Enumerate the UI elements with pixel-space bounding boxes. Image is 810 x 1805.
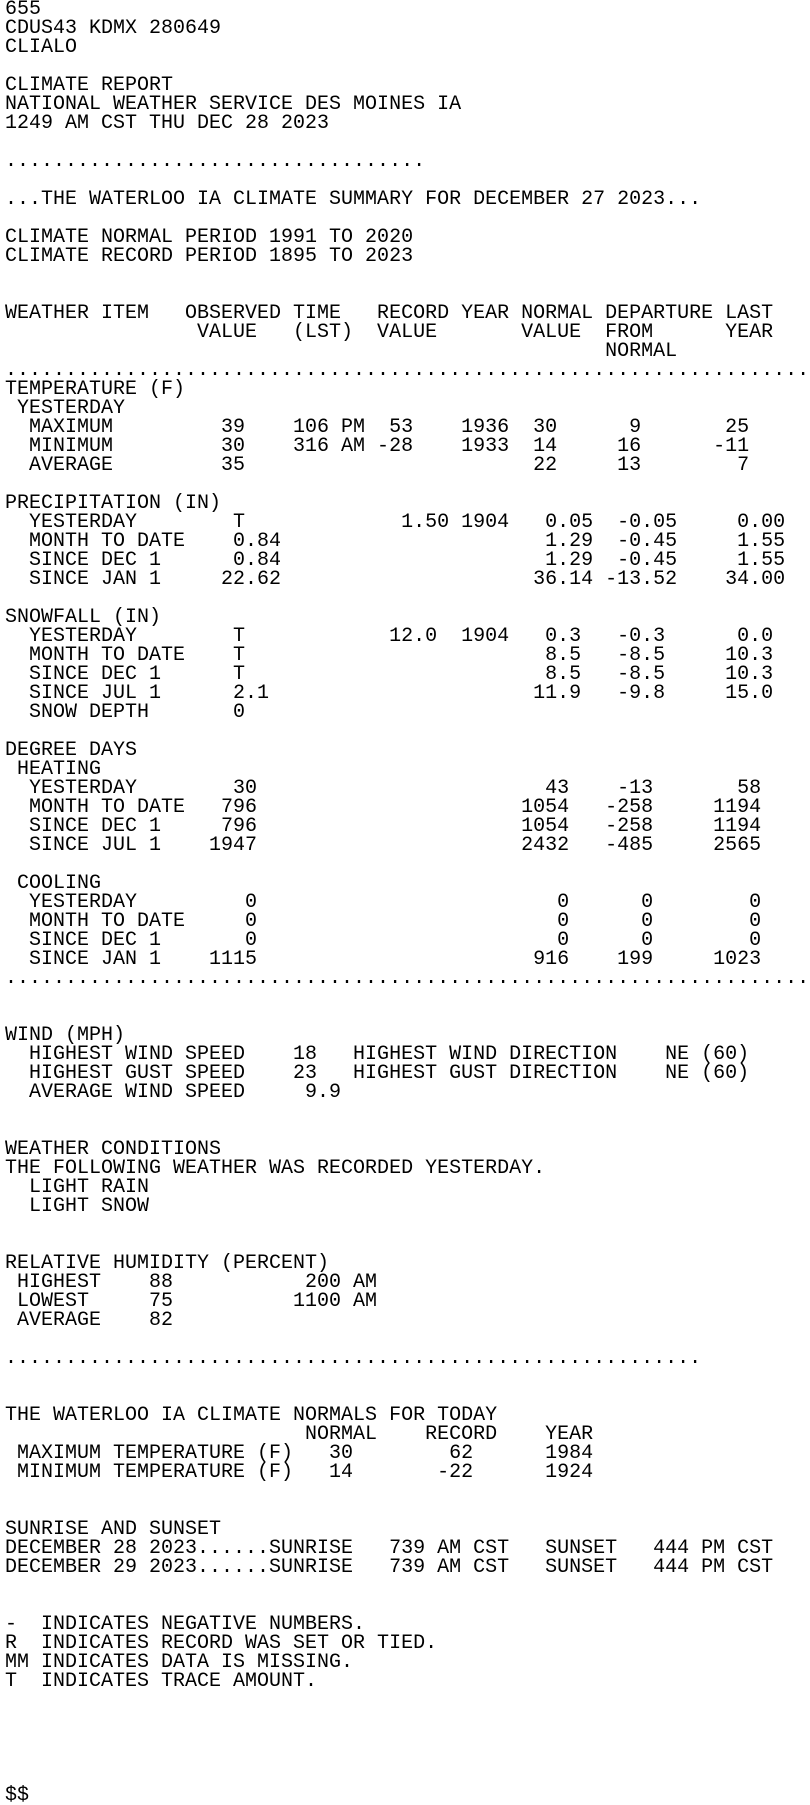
- report-line: TEMPERATURE (F): [5, 378, 186, 401]
- report-line: T INDICATES TRACE AMOUNT.: [5, 1670, 318, 1693]
- report-line: [5, 1767, 810, 1786]
- report-line: ...THE WATERLOO IA CLIMATE SUMMARY FOR DECEMBER 27 2023...: [5, 188, 702, 211]
- report-line: HEATING: [5, 758, 102, 781]
- report-line: SINCE JUL 1 2.1 11.9 -9.8 15.0: [5, 682, 774, 705]
- report-line: WEATHER CONDITIONS: [5, 1138, 222, 1161]
- report-line: PRECIPITATION (IN): [5, 492, 222, 515]
- report-line: [5, 1368, 810, 1387]
- report-line: [5, 855, 810, 874]
- report-line: HIGHEST GUST SPEED 23 HIGHEST GUST DIRECTION NE (60): [5, 1062, 750, 1085]
- report-line: SINCE JAN 1 22.62 36.14 -13.52 34.00: [5, 568, 786, 591]
- report-line: SINCE DEC 1 0.84 1.29 -0.45 1.55: [5, 549, 786, 572]
- report-line: SUNRISE AND SUNSET: [5, 1518, 222, 1541]
- report-line: SNOWFALL (IN): [5, 606, 162, 629]
- report-line: 1249 AM CST THU DEC 28 2023: [5, 112, 330, 135]
- report-line: 655: [5, 0, 42, 21]
- report-line: CLIMATE NORMAL PERIOD 1991 TO 2020: [5, 226, 414, 249]
- report-line: THE FOLLOWING WEATHER WAS RECORDED YESTERDAY.: [5, 1157, 546, 1180]
- report-line: NORMAL RECORD YEAR: [5, 1423, 594, 1446]
- report-line: AVERAGE WIND SPEED 9.9: [5, 1081, 342, 1104]
- report-line: [5, 1216, 810, 1235]
- report-line: - INDICATES NEGATIVE NUMBERS.: [5, 1613, 366, 1636]
- report-line: CLIMATE REPORT: [5, 74, 174, 97]
- report-line: [5, 1748, 810, 1767]
- report-line: THE WATERLOO IA CLIMATE NORMALS FOR TODAY: [5, 1404, 498, 1427]
- report-line: DEGREE DAYS: [5, 739, 138, 762]
- report-line: AVERAGE 82: [5, 1309, 174, 1332]
- report-line: [5, 1577, 810, 1596]
- report-line: DECEMBER 29 2023......SUNRISE 739 AM CST SUNSET 444 PM CST: [5, 1556, 774, 1579]
- report-line: YESTERDAY 30 43 -13 58: [5, 777, 762, 800]
- report-line: ...................................: [5, 150, 426, 173]
- report-line: MAXIMUM TEMPERATURE (F) 30 62 1984: [5, 1442, 594, 1465]
- report-line: R INDICATES RECORD WAS SET OR TIED.: [5, 1632, 438, 1655]
- report-line: COOLING: [5, 872, 102, 895]
- report-line: CLIALO: [5, 36, 78, 59]
- report-line: NORMAL: [5, 340, 678, 363]
- report-line: NATIONAL WEATHER SERVICE DES MOINES IA: [5, 93, 462, 116]
- report-line: RELATIVE HUMIDITY (PERCENT): [5, 1252, 330, 1275]
- report-line: WEATHER ITEM OBSERVED TIME RECORD YEAR NORMAL DEPARTURE LAST: [5, 302, 774, 325]
- report-line: LIGHT RAIN: [5, 1176, 150, 1199]
- report-line: LIGHT SNOW: [5, 1195, 150, 1218]
- report-line: ..........................................................: [5, 1347, 702, 1370]
- report-line: [5, 1729, 810, 1748]
- report-line: CLIMATE RECORD PERIOD 1895 TO 2023: [5, 245, 414, 268]
- report-line: YESTERDAY: [5, 397, 126, 420]
- report-line: VALUE (LST) VALUE VALUE FROM YEAR: [5, 321, 774, 344]
- report-line: ...................................................................: [5, 967, 810, 990]
- report-line: [5, 266, 810, 285]
- report-line: DECEMBER 28 2023......SUNRISE 739 AM CST SUNSET 444 PM CST: [5, 1537, 774, 1560]
- report-line: HIGHEST 88 200 AM: [5, 1271, 378, 1294]
- report-line: MINIMUM TEMPERATURE (F) 14 -22 1924: [5, 1461, 594, 1484]
- report-line: SINCE DEC 1 T 8.5 -8.5 10.3: [5, 663, 774, 686]
- report-line: MAXIMUM 39 106 PM 53 1936 30 9 25: [5, 416, 750, 439]
- report-line: [5, 1102, 810, 1121]
- report-line: CDUS43 KDMX 280649: [5, 17, 222, 40]
- report-line: [5, 1482, 810, 1501]
- report-line: SINCE DEC 1 0 0 0 0: [5, 929, 762, 952]
- report-line: MM INDICATES DATA IS MISSING.: [5, 1651, 354, 1674]
- report-line: YESTERDAY 0 0 0 0: [5, 891, 762, 914]
- report-line: SINCE JAN 1 1115 916 199 1023: [5, 948, 762, 971]
- report-line: MONTH TO DATE 0.84 1.29 -0.45 1.55: [5, 530, 786, 553]
- report-line: MINIMUM 30 316 AM -28 1933 14 16 -11: [5, 435, 750, 458]
- report-line: HIGHEST WIND SPEED 18 HIGHEST WIND DIRECTION NE (60): [5, 1043, 750, 1066]
- report-line: [5, 1691, 810, 1710]
- report-line: YESTERDAY T 1.50 1904 0.05 -0.05 0.00: [5, 511, 786, 534]
- report-line: ...................................................................: [5, 359, 810, 382]
- report-line: MONTH TO DATE 0 0 0 0: [5, 910, 762, 933]
- report-line: YESTERDAY T 12.0 1904 0.3 -0.3 0.0: [5, 625, 774, 648]
- report-line: WIND (MPH): [5, 1024, 126, 1047]
- report-line: MONTH TO DATE T 8.5 -8.5 10.3: [5, 644, 774, 667]
- report-line: SINCE JUL 1 1947 2432 -485 2565: [5, 834, 762, 857]
- report-line: [5, 1007, 810, 1026]
- report-line: AVERAGE 35 22 13 7: [5, 454, 750, 477]
- report-line: MONTH TO DATE 796 1054 -258 1194: [5, 796, 762, 819]
- report-line: [5, 1710, 810, 1729]
- report-line: SINCE DEC 1 796 1054 -258 1194: [5, 815, 762, 838]
- report-line: LOWEST 75 1100 AM: [5, 1290, 378, 1313]
- report-line: [5, 988, 810, 1007]
- report-line: SNOW DEPTH 0: [5, 701, 246, 724]
- report-line: $$: [5, 1784, 30, 1805]
